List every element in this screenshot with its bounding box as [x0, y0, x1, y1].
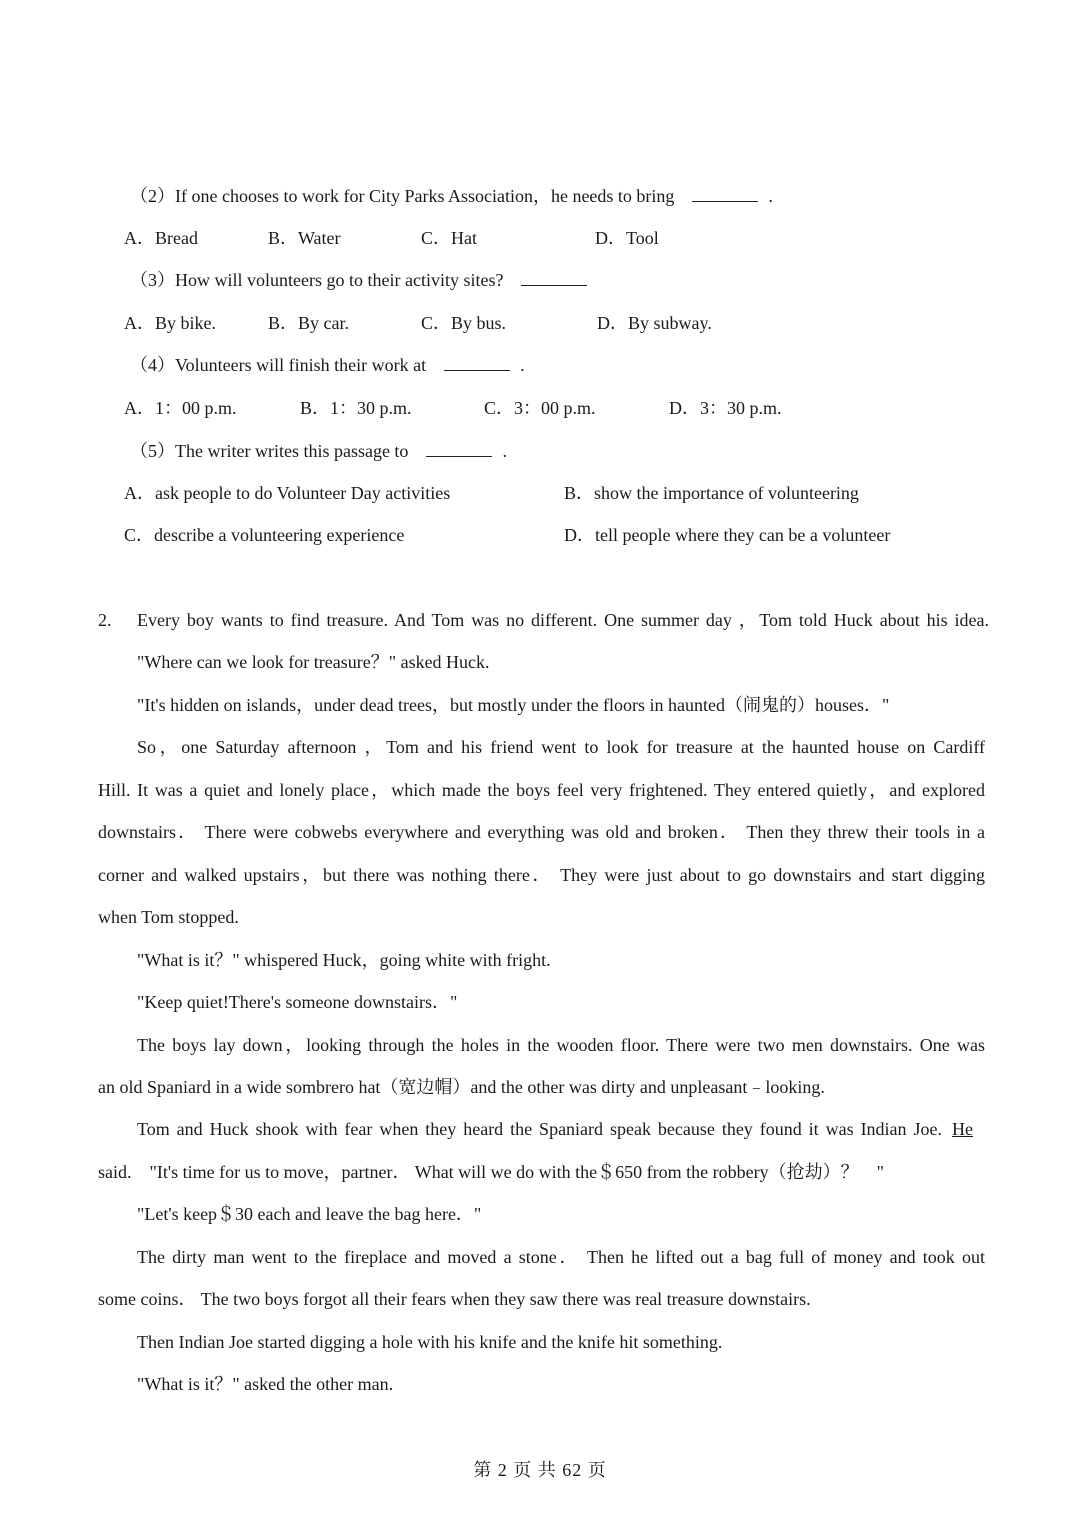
question-3-text: （3）How will volunteers go to their activity sites? — [130, 270, 504, 290]
answer-blank — [444, 355, 510, 371]
answer-blank — [692, 186, 758, 202]
passage-line: Tom and Huck shook with fear when they heard the Spaniard speak because they found it was Indian Joe. — [137, 1119, 942, 1139]
answer-blank — [521, 270, 587, 286]
passage-line: when Tom stopped. — [98, 907, 239, 927]
option-c: C．By bus. — [421, 313, 507, 333]
question-4-stem — [130, 353, 525, 377]
passage-line: Then Indian Joe started digging a hole with his knife and the knife hit something. — [137, 1332, 723, 1352]
question-5-text: （5）The writer writes this passage to — [130, 441, 409, 461]
option-d: D．3：30 p.m. — [669, 398, 782, 418]
passage-line: Every boy wants to find treasure. And Tom was no different. One summer day ，Tom told Huck about his idea. — [137, 610, 989, 630]
option-d: D．tell people where they can be a volunteer — [564, 525, 891, 545]
passage-line: The boys lay down，looking through the holes in the wooden floor. There were two men downstairs. One was — [137, 1035, 985, 1055]
option-b: B．show the importance of volunteering — [564, 483, 859, 503]
underlined-word: He — [952, 1119, 973, 1139]
passage-line: an old Spaniard in a wide sombrero hat（宽边帽）and the other was dirty and unpleasant﹣looking. — [98, 1077, 825, 1097]
option-a: A．By bike. — [124, 313, 216, 333]
option-d: D．Tool — [595, 228, 659, 248]
passage-line: The dirty man went to the fireplace and moved a stone． Then he lifted out a bag full of money and took out — [137, 1247, 985, 1267]
question-end: . — [520, 355, 525, 375]
question-4-text: （4）Volunteers will finish their work at — [130, 355, 427, 375]
question-end: . — [502, 441, 507, 461]
passage-line: "What is it？" asked the other man. — [137, 1374, 394, 1394]
passage-line: "It's hidden on islands，under dead trees，but mostly under the floors in haunted（闹鬼的）houses．" — [137, 695, 890, 715]
option-a: A．1：00 p.m. — [124, 398, 237, 418]
option-c: C．Hat — [421, 228, 477, 248]
passage-line: So，one Saturday afternoon ，Tom and his friend went to look for treasure at the haunted house on Cardiff — [137, 737, 985, 757]
question-5-stem — [130, 439, 507, 463]
answer-blank — [426, 441, 492, 457]
option-a: A．ask people to do Volunteer Day activities — [124, 483, 451, 503]
option-c: C．3：00 p.m. — [484, 398, 596, 418]
question-end: . — [768, 186, 773, 206]
option-d: D．By subway. — [597, 313, 712, 333]
option-b: B．1：30 p.m. — [300, 398, 412, 418]
passage-line: downstairs． There were cobwebs everywhere and everything was old and broken． Then they threw their tools in a — [98, 822, 985, 842]
passage-line: "Where can we look for treasure？" asked Huck. — [137, 652, 490, 672]
passage-line: some coins． The two boys forgot all their fears when they saw there was real treasure downstairs. — [98, 1289, 811, 1309]
option-b: B．By car. — [268, 313, 349, 333]
option-a: A．Bread — [124, 228, 198, 248]
passage-line: corner and walked upstairs，but there was nothing there． They were just about to go downstairs and start digging — [98, 865, 985, 885]
passage-line: "Keep quiet!There's someone downstairs．" — [137, 992, 458, 1012]
passage-line: "What is it？" whispered Huck，going white with fright. — [137, 950, 551, 970]
page-number-footer: 第 2 页 共 62 页 — [473, 1460, 607, 1480]
passage-line: said. "It's time for us to move，partner． What will we do with the＄650 from the robbery（抢劫）？ " — [98, 1162, 884, 1182]
question-2-stem — [130, 184, 773, 208]
option-b: B．Water — [268, 228, 341, 248]
option-c: C．describe a volunteering experience — [124, 525, 405, 545]
question-3-stem — [130, 268, 597, 292]
passage-line: "Let's keep＄30 each and leave the bag here．" — [137, 1204, 482, 1224]
passage-line: Hill. It was a quiet and lonely place，which made the boys feel very frightened. They entered quietly，and explored — [98, 780, 985, 800]
question-number: 2. — [98, 610, 112, 630]
question-2-text: （2）If one chooses to work for City Parks Association，he needs to bring — [130, 186, 675, 206]
